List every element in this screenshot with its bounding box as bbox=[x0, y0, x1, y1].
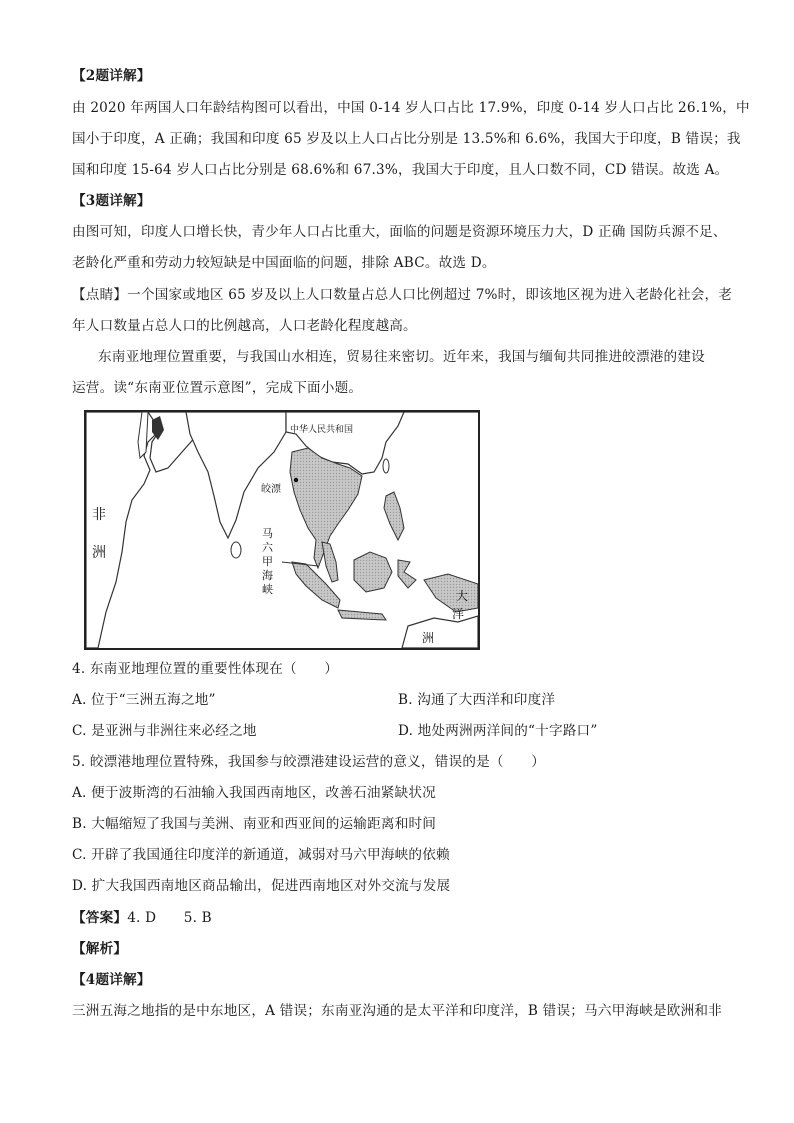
answer-row bbox=[72, 908, 212, 928]
answer-label: 【答案】 bbox=[72, 910, 128, 926]
q5-option-d: D. 扩大我国西南地区商品输出，促进西南地区对外交流与发展 bbox=[72, 878, 451, 894]
strait-char: 马 bbox=[262, 527, 273, 540]
q5-option-a: A. 便于波斯湾的石油输入我国西南地区，改善石油紧缺状况 bbox=[72, 785, 436, 801]
q2-detail-line-2: 国小于印度，A 正确；我国和印度 65 岁及以上人口占比分别是 13.5%和 6.6%，我国大于印度，B 错误；我 bbox=[72, 131, 741, 147]
philippines bbox=[384, 492, 404, 540]
map-label-africa-1: 非 bbox=[92, 507, 106, 523]
strait-char: 峡 bbox=[262, 583, 273, 596]
australia bbox=[402, 616, 478, 648]
q4-option-a: A. 位于“三洲五海之地” bbox=[72, 692, 216, 708]
q4-detail-heading: 【4题详解】 bbox=[72, 972, 151, 988]
map-label-oceania-3: 洲 bbox=[422, 631, 435, 645]
q5-option-c: C. 开辟了我国通往印度洋的新通道，减弱对马六甲海峡的依赖 bbox=[72, 847, 450, 863]
tip-line-2: 年人口数量占总人口的比例越高，人口老龄化程度越高。 bbox=[72, 318, 417, 334]
q5-stem: 5. 皎漂港地理位置特殊，我国参与皎漂港建设运营的意义，错误的是（ ） bbox=[72, 754, 546, 770]
sri-lanka bbox=[231, 542, 241, 558]
passage-line-2: 运营。读“东南亚位置示意图”，完成下面小题。 bbox=[72, 380, 363, 396]
q2-detail-line-1: 由 2020 年两国人口年龄结构图可以看出，中国 0-14 岁人口占比 17.9%，印度 0-14 岁人口占比 26.1%，中 bbox=[72, 100, 750, 116]
q3-detail-line-1: 由图可知，印度人口增长快，青少年人口占比重大，面临的问题是资源环境压力大，D 正确 国防兵源不足、 bbox=[72, 224, 727, 240]
borneo bbox=[354, 552, 392, 592]
q3-detail-line-2: 老龄化严重和劳动力较短缺是中国面临的问题，排除 ABC。故选 D。 bbox=[72, 255, 496, 271]
q4-detail-line-1: 三洲五海之地指的是中东地区，A 错误；东南亚沟通的是太平洋和印度洋，B 错误；马六甲海峡是欧洲和非 bbox=[72, 1003, 722, 1019]
strait-char: 海 bbox=[262, 569, 273, 582]
strait-char: 六 bbox=[262, 541, 273, 554]
map-label-strait bbox=[262, 528, 276, 595]
q4-stem: 4. 东南亚地理位置的重要性体现在（ ） bbox=[72, 661, 339, 677]
q4-option-c: C. 是亚洲与非洲往来必经之地 bbox=[72, 723, 257, 739]
new-guinea bbox=[424, 574, 478, 612]
java bbox=[338, 610, 386, 620]
india-landmass bbox=[186, 412, 286, 538]
q5-option-b: B. 大幅缩短了我国与美洲、南亚和西亚间的运输距离和时间 bbox=[72, 816, 437, 832]
analysis-label: 【解析】 bbox=[72, 941, 128, 957]
map-label-oceania-2: 洋 bbox=[452, 607, 465, 621]
malay-peninsula bbox=[322, 542, 338, 582]
southeast-asia-map bbox=[84, 410, 480, 650]
taiwan bbox=[383, 459, 389, 473]
map-label-china: 中华人民共和国 bbox=[290, 425, 354, 435]
q4-option-b: B. 沟通了大西洋和印度洋 bbox=[398, 692, 556, 708]
map-label-africa-2: 洲 bbox=[92, 545, 106, 561]
map-label-oceania-1: 大 bbox=[456, 589, 469, 603]
q3-detail-heading: 【3题详解】 bbox=[72, 193, 151, 209]
sulawesi bbox=[398, 560, 416, 588]
answer-value: 4. D 5. B bbox=[127, 910, 212, 926]
map-label-kyaukphyu: 皎漂 bbox=[261, 484, 281, 495]
q4-option-d: D. 地处两洲两洋间的“十字路口” bbox=[398, 723, 598, 739]
tip-line-1: 【点睛】一个国家或地区 65 岁及以上人口数量占总人口比例超过 7%时，即该地区视为进入老龄化社会，老 bbox=[72, 287, 733, 303]
kyaukphyu-marker bbox=[294, 478, 298, 482]
map-graphic bbox=[86, 412, 478, 648]
q2-detail-line-3: 国和印度 15-64 岁人口占比分别是 68.6%和 67.3%，我国大于印度，且人口数不同，CD 错误。故选 A。 bbox=[72, 162, 729, 178]
q2-detail-heading: 【2题详解】 bbox=[72, 68, 151, 84]
passage-line-1: 东南亚地理位置重要，与我国山水相连，贸易往来密切。近年来，我国与缅甸共同推进皎漂港的建设 bbox=[98, 349, 705, 365]
strait-char: 甲 bbox=[262, 555, 273, 568]
